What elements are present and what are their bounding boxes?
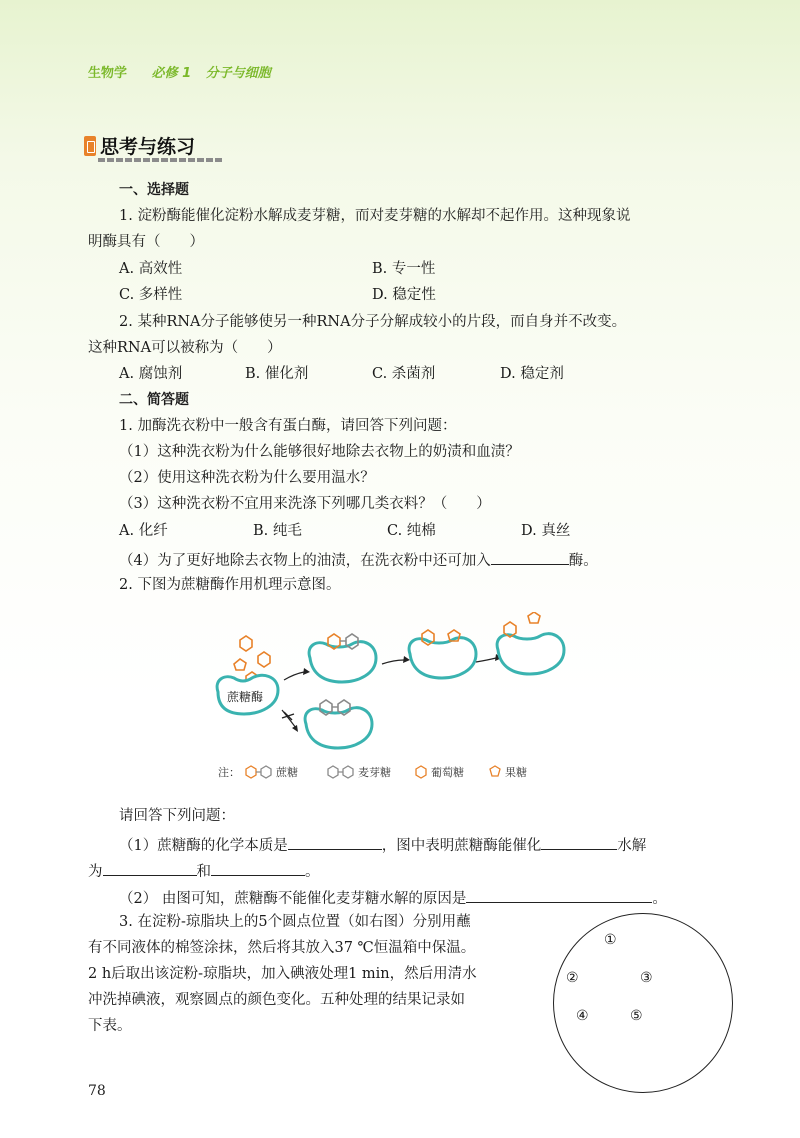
q1-option-a: A. 高效性 — [119, 261, 183, 277]
arrow-icon — [382, 660, 404, 664]
p2q2-sub1-text-e: 和 — [196, 864, 211, 880]
p2q2-ask: 请回答下列问题： — [119, 808, 235, 824]
q2-line1: 2. 某种RNA分子能够使另一种RNA分子分解成较小的片段，而自身并不改变。 — [119, 314, 627, 330]
agar-point-5: ⑤ — [630, 1008, 643, 1024]
q2-line2: 这种RNA可以被称为（ ） — [88, 340, 282, 356]
p2q1-option-c: C. 纯棉 — [387, 523, 436, 539]
p2q2-sub1-text-f: 。 — [305, 864, 320, 880]
q1-option-c: C. 多样性 — [119, 287, 183, 303]
p2q2-sub2-end: 。 — [652, 891, 667, 907]
answer-blank[interactable] — [103, 859, 197, 876]
p2q1-sub4-text: （4）为了更好地除去衣物上的油渍，在洗衣粉中还可加入 — [119, 553, 491, 569]
section-title-text: 思考与练习 — [100, 136, 196, 158]
q2-option-a: A. 腐蚀剂 — [119, 366, 183, 382]
p2q1-intro: 1. 加酶洗衣粉中一般含有蛋白酶，请回答下列问题： — [119, 418, 457, 434]
running-header — [88, 62, 281, 81]
p2q2-sub1-text-c: 水解 — [617, 838, 647, 854]
sucrase-mechanism-diagram — [200, 612, 580, 792]
part1-heading: 一、选择题 — [119, 182, 189, 198]
p2q1-sub2: （2）使用这种洗衣粉为什么要用温水？ — [119, 470, 375, 486]
agar-point-2: ② — [566, 970, 579, 986]
part2-heading: 二、简答题 — [119, 392, 189, 408]
p2q3-line3: 2 h后取出该淀粉-琼脂块，加入碘液处理1 min，然后用清水 — [88, 966, 477, 982]
section-marker-icon — [84, 136, 96, 156]
header-book: 必修 1 — [151, 66, 192, 81]
legend-fructose — [490, 765, 527, 779]
q2-option-d: D. 稳定剂 — [500, 366, 564, 382]
p2q2-sub1-text-a: （1）蔗糖酶的化学本质是 — [119, 838, 288, 854]
p2q2-intro: 2. 下图为蔗糖酶作用机理示意图。 — [119, 577, 341, 593]
p2q2-sub1-line2 — [88, 859, 320, 882]
enzyme-substrate-complex — [309, 642, 376, 682]
legend-sucrose — [246, 765, 298, 779]
q1-option-b: B. 专一性 — [372, 261, 436, 277]
agar-block-diagram — [553, 913, 733, 1093]
free-enzyme — [497, 634, 564, 674]
q1-line2: 明酶具有（ ） — [88, 234, 204, 250]
svg-text:蔗糖: 蔗糖 — [276, 766, 298, 779]
header-subject: 生物学 — [88, 66, 128, 81]
p2q2-sub1-line1 — [119, 833, 646, 856]
answer-blank[interactable] — [211, 859, 305, 876]
agar-point-3: ③ — [640, 970, 653, 986]
q2-option-b: B. 催化剂 — [245, 366, 309, 382]
p2q2-sub1-text-d: 为 — [88, 864, 103, 880]
enzyme-product-complex — [409, 638, 476, 678]
p2q1-option-a: A. 化纤 — [119, 523, 168, 539]
arrow-icon — [476, 658, 496, 662]
p2q3-line1: 3. 在淀粉-琼脂块上的5个圆点位置（如右图）分别用蘸 — [119, 914, 471, 930]
p2q1-sub3: （3）这种洗衣粉不宜用来洗涤下列哪几类衣料？（ ） — [119, 496, 491, 512]
svg-text:果糖: 果糖 — [505, 766, 527, 779]
answer-blank[interactable] — [288, 833, 382, 850]
p2q2-sub2-text: （2） 由图可知，蔗糖酶不能催化麦芽糖水解的原因是 — [119, 891, 467, 907]
agar-point-1: ① — [604, 932, 617, 948]
title-underline — [98, 158, 224, 162]
p2q3-line4: 冲洗掉碘液，观察圆点的颜色变化。五种处理的结果记录如 — [88, 992, 465, 1008]
p2q1-sub1: （1）这种洗衣粉为什么能够很好地除去衣物上的奶渍和血渍？ — [119, 444, 520, 460]
p2q1-option-b: B. 纯毛 — [253, 523, 302, 539]
svg-text:葡萄糖: 葡萄糖 — [431, 766, 464, 779]
header-volume: 分子与细胞 — [205, 66, 271, 81]
q1-option-d: D. 稳定性 — [372, 287, 436, 303]
answer-blank[interactable] — [466, 886, 652, 903]
svg-text:麦芽糖: 麦芽糖 — [358, 766, 391, 779]
p2q2-sub2 — [119, 886, 667, 909]
answer-blank[interactable] — [541, 833, 617, 850]
section-title — [84, 132, 224, 162]
p2q3-line2: 有不同液体的棉签涂抹，然后将其放入37 ℃恒温箱中保温。 — [88, 940, 476, 956]
p2q1-sub4 — [119, 548, 598, 571]
p2q1-option-d: D. 真丝 — [521, 523, 571, 539]
p2q2-sub1-text-b: ，图中表明蔗糖酶能催化 — [381, 838, 542, 854]
enzyme-maltose — [305, 708, 372, 748]
q2-option-c: C. 杀菌剂 — [372, 366, 436, 382]
p2q1-sub4-end: 酶。 — [568, 553, 598, 569]
enzyme-label: 蔗糖酶 — [227, 690, 264, 704]
answer-blank[interactable] — [491, 548, 569, 565]
page-number: 78 — [88, 1083, 106, 1099]
legend-glucose — [416, 765, 464, 779]
arrow-icon — [284, 672, 304, 680]
legend-note: 注： — [218, 766, 240, 779]
q1-line1: 1. 淀粉酶能催化淀粉水解成麦芽糖，而对麦芽糖的水解却不起作用。这种现象说 — [119, 208, 631, 224]
legend-maltose — [328, 765, 391, 779]
p2q3-line5: 下表。 — [88, 1018, 132, 1034]
agar-point-4: ④ — [576, 1008, 589, 1024]
